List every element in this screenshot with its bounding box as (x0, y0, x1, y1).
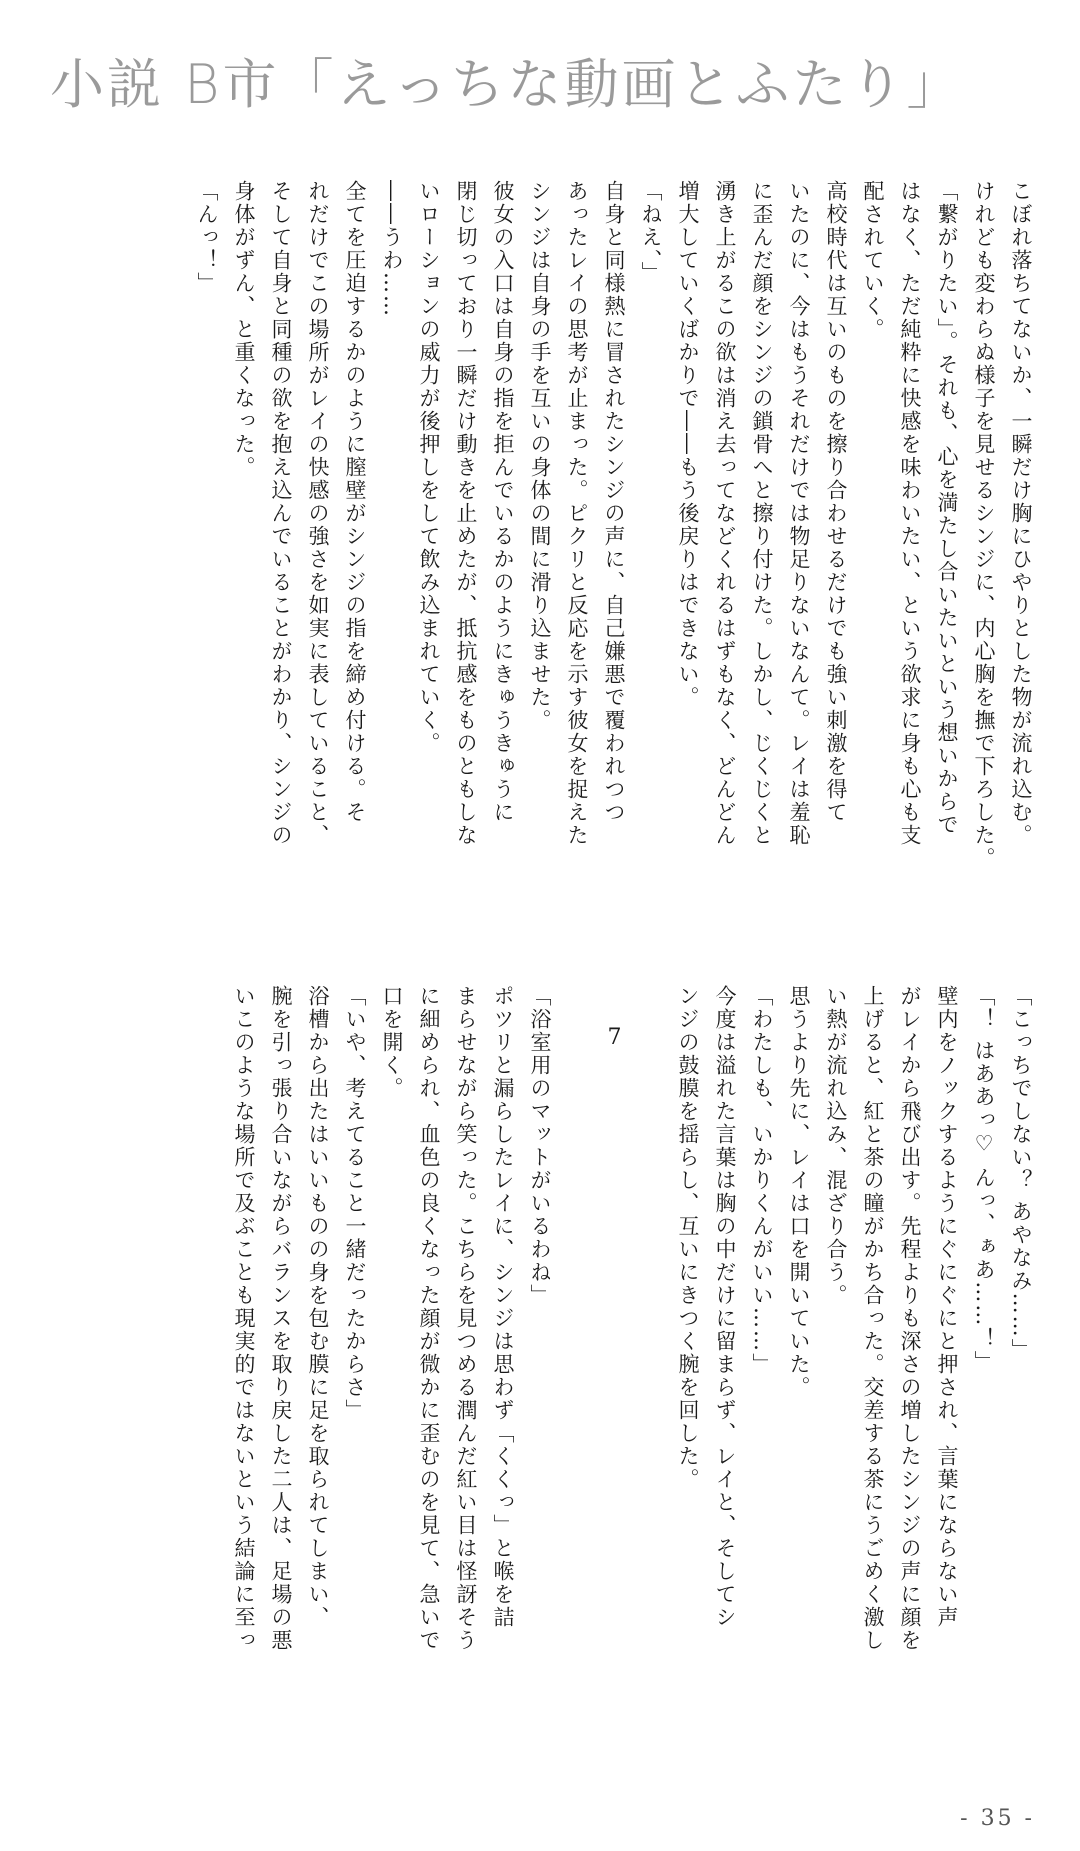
text-line: 「いや、考えてること一緒だったからさ」 (343, 985, 367, 1422)
text-line (563, 985, 591, 1745)
page-number: - 35 - (960, 1806, 1035, 1831)
text-line: 上げると、紅と茶の瞳がかち合った。交差する茶にうごめく激し (861, 985, 885, 1652)
text-line: いたのに、今はもうそれだけでは物足りないなんて。レイは羞恥 (787, 180, 811, 847)
text-line: 「ねえ、」 (639, 180, 663, 285)
text-line: いローションの威力が後押しをして飲み込まれていく。 (417, 180, 441, 755)
text-line: シンジは自身の手を互いの身体の間に滑り込ませた。 (528, 180, 552, 732)
text-line: こぼれ落ちてないか、一瞬だけ胸にひやりとした物が流れ込む。 (1009, 180, 1033, 847)
text-line: 「わたしも、いかりくんがいい……」 (750, 985, 774, 1376)
text-line: 湧き上がるこの欲は消え去ってなどくれるはずもなく、どんどん (713, 180, 737, 847)
page-title: 小説 B市「えっちな動画とふたり」 (50, 53, 964, 116)
text-line: 「こっちでしない？ あやなみ……」 (1009, 985, 1033, 1362)
text-line: に歪んだ顔をシンジの鎖骨へと擦り付けた。しかし、じくじくと (750, 180, 774, 847)
text-line: 思うより先に、レイは口を開いていた。 (787, 985, 811, 1399)
text-line: はなく、ただ純粋に快感を味わいたい、という欲求に身も心も支 (898, 180, 922, 847)
text-line: ンジの鼓膜を揺らし、互いにきつく腕を回した。 (676, 985, 700, 1491)
text-block-bottom (50, 985, 1035, 1745)
text-line: 口を開く。 (380, 985, 404, 1100)
text-line: 7 (602, 1025, 627, 1052)
text-line: 彼女の入口は自身の指を拒んでいるかのようにきゅうきゅうに (491, 180, 515, 824)
text-line: 腕を引っ張り合いながらバランスを取り戻した二人は、足場の悪 (269, 985, 293, 1652)
text-line: 今度は溢れた言葉は胸の中だけに留まらず、レイと、そしてシ (713, 985, 737, 1629)
text-line: ポツリと漏らしたレイに、シンジは思わず「くくっ」と喉を詰 (491, 985, 515, 1629)
text-line: 身体がずん、と重くなった。 (232, 180, 256, 479)
text-line: 自身と同様熱に冒されたシンジの声に、自己嫌悪で覆われつつ (602, 180, 626, 824)
text-line (637, 985, 665, 1745)
text-line: ――うわ…… (380, 180, 404, 318)
text-line: けれども変わらぬ様子を見せるシンジに、内心胸を撫で下ろした。 (972, 180, 996, 870)
text-line: 「浴室用のマットがいるわね」 (528, 985, 552, 1307)
text-line: 「んっ！」 (195, 180, 219, 295)
text-line: い熱が流れ込み、混ざり合う。 (824, 985, 848, 1307)
text-line: 増大していくばかりで――もう後戻りはできない。 (676, 180, 700, 709)
text-line: あったレイの思考が止まった。ピクリと反応を示す彼女を捉えた (565, 180, 589, 847)
text-line: 閉じ切っており一瞬だけ動きを止めたが、抵抗感をものともしな (454, 180, 478, 847)
text-line: いこのような場所で及ぶことも現実的ではないという結論に至っ (232, 985, 256, 1652)
text-line: 全てを圧迫するかのように膣壁がシンジの指を締め付ける。そ (343, 180, 367, 824)
text-line: れだけでこの場所がレイの快感の強さを如実に表していること、 (306, 180, 330, 847)
text-line: に細められ、血色の良くなった顔が微かに歪むのを見て、急いで (417, 985, 441, 1652)
text-line: 「！ はああっ♡ んっ、ぁあ……！」 (972, 985, 996, 1374)
text-line: がレイから飛び出す。先程よりも深さの増したシンジの声に顔を (898, 985, 922, 1652)
text-line: 「繋がりたい」。それも、心を満たし合いたいという想いからで (935, 180, 959, 837)
text-line: 高校時代は互いのものを擦り合わせるだけでも強い刺激を得て (824, 180, 848, 824)
text-line: 配されていく。 (861, 180, 885, 341)
text-line: 浴槽から出たはいいものの身を包む膜に足を取られてしまい、 (306, 985, 330, 1629)
text-block-top (50, 180, 1035, 940)
text-line: 壁内をノックするようにぐにぐにと押され、言葉にならない声 (935, 985, 959, 1629)
text-line: まらせながら笑った。こちらを見つめる潤んだ紅い目は怪訝そう (454, 985, 478, 1652)
text-line: そして自身と同種の欲を抱え込んでいることがわかり、シンジの (269, 180, 293, 847)
